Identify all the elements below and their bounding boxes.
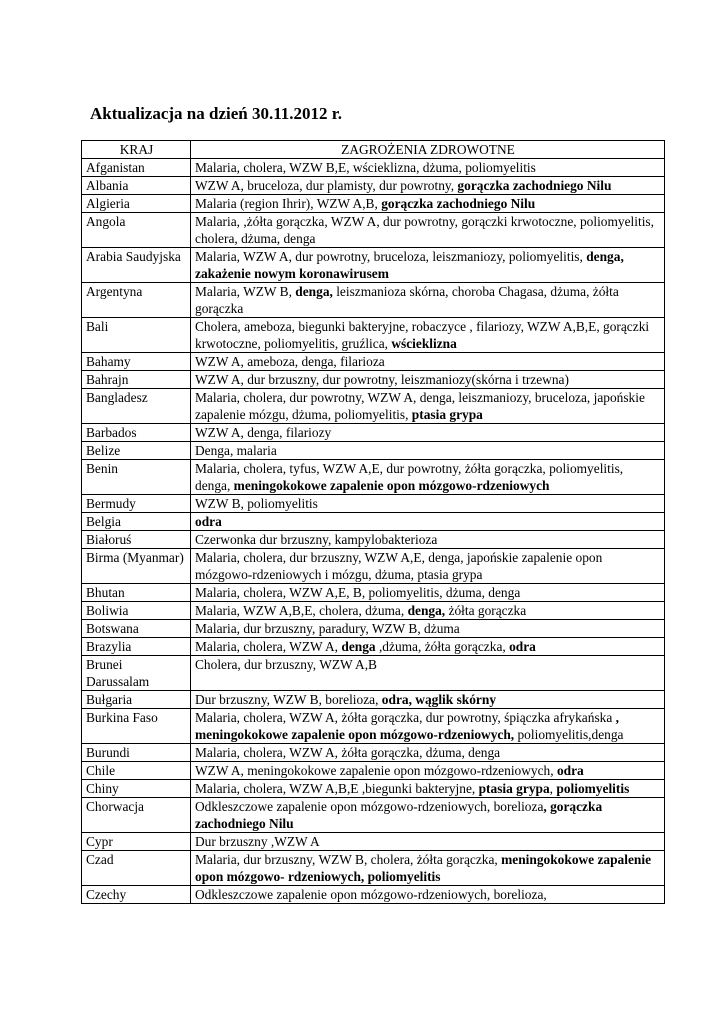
- threats-cell: [191, 283, 665, 318]
- table-row: [82, 248, 665, 283]
- country-cell: Algieria: [82, 195, 191, 213]
- threat-text: Malaria, dur brzuszny, WZW B, cholera, żółta gorączka,: [195, 852, 502, 867]
- threats-cell: [191, 371, 665, 389]
- threat-text-bold: , meningokokowe zapalenie opon mózgowo-rdzeniowych,: [195, 710, 619, 742]
- threats-cell: [191, 442, 665, 460]
- table-row: [82, 442, 665, 460]
- table-row: [82, 691, 665, 709]
- country-cell: Białoruś: [82, 531, 191, 549]
- threat-text-bold: odra: [556, 763, 584, 778]
- threat-text: Malaria, cholera, WZW A,: [195, 639, 342, 654]
- country-cell: Cypr: [82, 833, 191, 851]
- threat-text-bold: ptasia grypa: [411, 407, 483, 422]
- country-cell: Boliwia: [82, 602, 191, 620]
- threats-cell: [191, 762, 665, 780]
- country-cell: Bahamy: [82, 353, 191, 371]
- threat-text: ,dżuma, żółta gorączka,: [375, 639, 510, 654]
- threat-text: Cholera, ameboza, biegunki bakteryjne, robaczyce , filariozy, WZW A,B,E, gorączki krwotoczne, poliomyelitis, gruźlica,: [195, 319, 650, 351]
- country-cell: Brazylia: [82, 638, 191, 656]
- threat-text: WZW B, poliomyelitis: [195, 496, 318, 511]
- threats-cell: [191, 513, 665, 531]
- country-cell: Bhutan: [82, 584, 191, 602]
- threats-cell: [191, 691, 665, 709]
- country-cell: Czechy: [82, 886, 191, 904]
- threat-text: WZW A, meningokokowe zapalenie opon mózgowo-rdzeniowych,: [195, 763, 557, 778]
- threat-text-bold: ptasia grypa: [478, 781, 550, 796]
- threats-cell: [191, 460, 665, 495]
- country-cell: Argentyna: [82, 283, 191, 318]
- threat-text: Malaria, WZW A,B,E, cholera, dżuma,: [195, 603, 408, 618]
- threat-text: Cholera, dur brzuszny, WZW A,B: [195, 657, 377, 672]
- header-threats: ZAGROŻENIA ZDROWOTNE: [191, 141, 665, 159]
- threats-cell: [191, 549, 665, 584]
- threat-text: żółta gorączka: [445, 603, 527, 618]
- country-cell: Barbados: [82, 424, 191, 442]
- threat-text-bold: denga,: [295, 284, 333, 299]
- country-cell: Chile: [82, 762, 191, 780]
- table-row: [82, 195, 665, 213]
- threat-text-bold: denga, zakażenie nowym koronawirusem: [195, 249, 624, 281]
- table-row: [82, 833, 665, 851]
- threats-cell: [191, 318, 665, 353]
- table-row: [82, 620, 665, 638]
- threat-text: Malaria, cholera, WZW A,B,E ,biegunki bakteryjne,: [195, 781, 479, 796]
- table-row: [82, 318, 665, 353]
- threat-text: Malaria, dur brzuszny, paradury, WZW B, dżuma: [195, 621, 460, 636]
- country-cell: Benin: [82, 460, 191, 495]
- country-cell: Burundi: [82, 744, 191, 762]
- country-cell: Bahrajn: [82, 371, 191, 389]
- threat-text: WZW A, ameboza, denga, filarioza: [195, 354, 385, 369]
- country-cell: Burkina Faso: [82, 709, 191, 744]
- threat-text: Malaria, WZW A, dur powrotny, bruceloza, leiszmaniozy, poliomyelitis,: [195, 249, 587, 264]
- country-cell: Bangladesz: [82, 389, 191, 424]
- threats-cell: [191, 159, 665, 177]
- table-row: [82, 886, 665, 904]
- country-cell: Brunei Darussalam: [82, 656, 191, 691]
- table-row: [82, 424, 665, 442]
- threat-text: Malaria, cholera, WZW B,E, wścieklizna, dżuma, poliomyelitis: [195, 160, 536, 175]
- threats-cell: [191, 389, 665, 424]
- table-row: [82, 353, 665, 371]
- threat-text: WZW A, dur brzuszny, dur powrotny, leiszmaniozy(skórna i trzewna): [195, 372, 569, 387]
- threat-text-bold: odra: [195, 514, 222, 529]
- threat-text: Denga, malaria: [195, 443, 277, 458]
- table-row: [82, 762, 665, 780]
- table-row: [82, 744, 665, 762]
- country-cell: Botswana: [82, 620, 191, 638]
- table-row: [82, 177, 665, 195]
- table-row: [82, 531, 665, 549]
- country-cell: Arabia Saudyjska: [82, 248, 191, 283]
- threats-cell: [191, 709, 665, 744]
- table-row: [82, 389, 665, 424]
- country-cell: Albania: [82, 177, 191, 195]
- threats-cell: [191, 780, 665, 798]
- threat-text-bold: denga,: [407, 603, 446, 618]
- table-row: [82, 213, 665, 248]
- threat-text-bold: gorączka zachodniego Nilu: [457, 178, 612, 193]
- threat-text-bold: odra, wąglik skórny: [381, 692, 497, 707]
- threat-text: Odkleszczowe zapalenie opon mózgowo-rdzeniowych, borelioza: [195, 799, 544, 814]
- country-cell: Chiny: [82, 780, 191, 798]
- country-cell: Bermudy: [82, 495, 191, 513]
- country-cell: Birma (Myanmar): [82, 549, 191, 584]
- threat-text-bold: wścieklizna: [391, 336, 457, 351]
- threat-text-bold: , gorączka zachodniego Nilu: [195, 799, 603, 831]
- threat-text-bold: poliomyelitis: [556, 781, 630, 796]
- threats-cell: [191, 798, 665, 833]
- threats-cell: [191, 851, 665, 886]
- threats-cell: [191, 424, 665, 442]
- threat-text: Malaria, cholera, tyfus, WZW A,E, dur powrotny, żółta gorączka, poliomyelitis, denga,: [195, 461, 624, 493]
- threats-cell: [191, 248, 665, 283]
- table-row: [82, 780, 665, 798]
- threats-cell: [191, 177, 665, 195]
- threat-text: Malaria, ,żółta gorączka, WZW A, dur powrotny, gorączki krwotoczne, poliomyelitis, cholera, dżuma, denga: [195, 214, 654, 246]
- table-row: [82, 549, 665, 584]
- threat-text: Dur brzuszny ,WZW A: [195, 834, 320, 849]
- threat-text-bold: gorączka zachodniego Nilu: [381, 196, 536, 211]
- threat-text: Malaria, cholera, WZW A, żółta gorączka, dur powrotny, śpiączka afrykańska: [195, 710, 616, 725]
- threat-text: Malaria, WZW B,: [195, 284, 296, 299]
- table-row: [82, 656, 665, 691]
- threats-cell: [191, 353, 665, 371]
- threat-text: WZW A, denga, filariozy: [195, 425, 332, 440]
- table-row: [82, 460, 665, 495]
- table-row: [82, 283, 665, 318]
- threat-text-bold: meningokokowe zapalenie opon mózgowo- rdzeniowych, poliomyelitis: [195, 852, 652, 884]
- threat-text: Odkleszczowe zapalenie opon mózgowo-rdzeniowych, borelioza,: [195, 887, 547, 902]
- threats-cell: [191, 495, 665, 513]
- country-cell: Afganistan: [82, 159, 191, 177]
- threats-cell: [191, 620, 665, 638]
- threat-text-bold: odra: [509, 639, 536, 654]
- threat-text: Malaria (region Ihrir), WZW A,B,: [195, 196, 382, 211]
- table-row: [82, 709, 665, 744]
- page-title: Aktualizacja na dzień 30.11.2012 r.: [90, 104, 343, 123]
- country-cell: Belize: [82, 442, 191, 460]
- table-row: [82, 638, 665, 656]
- table-row: [82, 513, 665, 531]
- threat-text: Malaria, cholera, dur brzuszny, WZW A,E, denga, japońskie zapalenie opon mózgowo-rdzeniowych i mózgu, dżuma, ptasia grypa: [195, 550, 603, 582]
- table-row: [82, 495, 665, 513]
- country-cell: Czad: [82, 851, 191, 886]
- country-cell: Angola: [82, 213, 191, 248]
- table-row: [82, 602, 665, 620]
- threats-cell: [191, 638, 665, 656]
- threats-cell: [191, 886, 665, 904]
- table-body: [82, 159, 665, 904]
- country-cell: Bali: [82, 318, 191, 353]
- threat-text: WZW A, bruceloza, dur plamisty, dur powrotny,: [195, 178, 458, 193]
- table-row: [82, 584, 665, 602]
- threats-cell: [191, 584, 665, 602]
- threat-text: Dur brzuszny, WZW B, borelioza,: [195, 692, 382, 707]
- threat-text-bold: meningokokowe zapalenie opon mózgowo-rdzeniowych: [233, 478, 550, 493]
- threats-cell: [191, 531, 665, 549]
- threat-text: ,: [549, 781, 557, 796]
- threats-cell: [191, 656, 665, 691]
- threat-text: Czerwonka dur brzuszny, kampylobakterioza: [195, 532, 438, 547]
- threat-text: leiszmanioza skórna, choroba Chagasa, dżuma, żółta gorączka: [195, 284, 619, 316]
- threats-cell: [191, 744, 665, 762]
- threat-text: poliomyelitis,denga: [514, 727, 624, 742]
- country-cell: Belgia: [82, 513, 191, 531]
- threat-text: Malaria, cholera, WZW A, żółta gorączka, dżuma, denga: [195, 745, 501, 760]
- country-cell: Bułgaria: [82, 691, 191, 709]
- health-threats-table: [81, 140, 665, 904]
- threat-text: Malaria, cholera, WZW A,E, B, poliomyelitis, dżuma, denga: [195, 585, 521, 600]
- threats-cell: [191, 195, 665, 213]
- threats-cell: [191, 213, 665, 248]
- threat-text: Malaria, cholera, dur powrotny, WZW A, denga, leiszmaniozy, bruceloza, japońskie zapalenie mózgu, dżuma, poliomyelitis,: [195, 390, 645, 422]
- threat-text-bold: denga: [341, 639, 376, 654]
- table-row: [82, 159, 665, 177]
- table-row: [82, 851, 665, 886]
- header-country: KRAJ: [82, 141, 191, 159]
- threats-cell: [191, 602, 665, 620]
- table-header-row: [82, 141, 665, 159]
- table-row: [82, 798, 665, 833]
- threats-cell: [191, 833, 665, 851]
- country-cell: Chorwacja: [82, 798, 191, 833]
- table-row: [82, 371, 665, 389]
